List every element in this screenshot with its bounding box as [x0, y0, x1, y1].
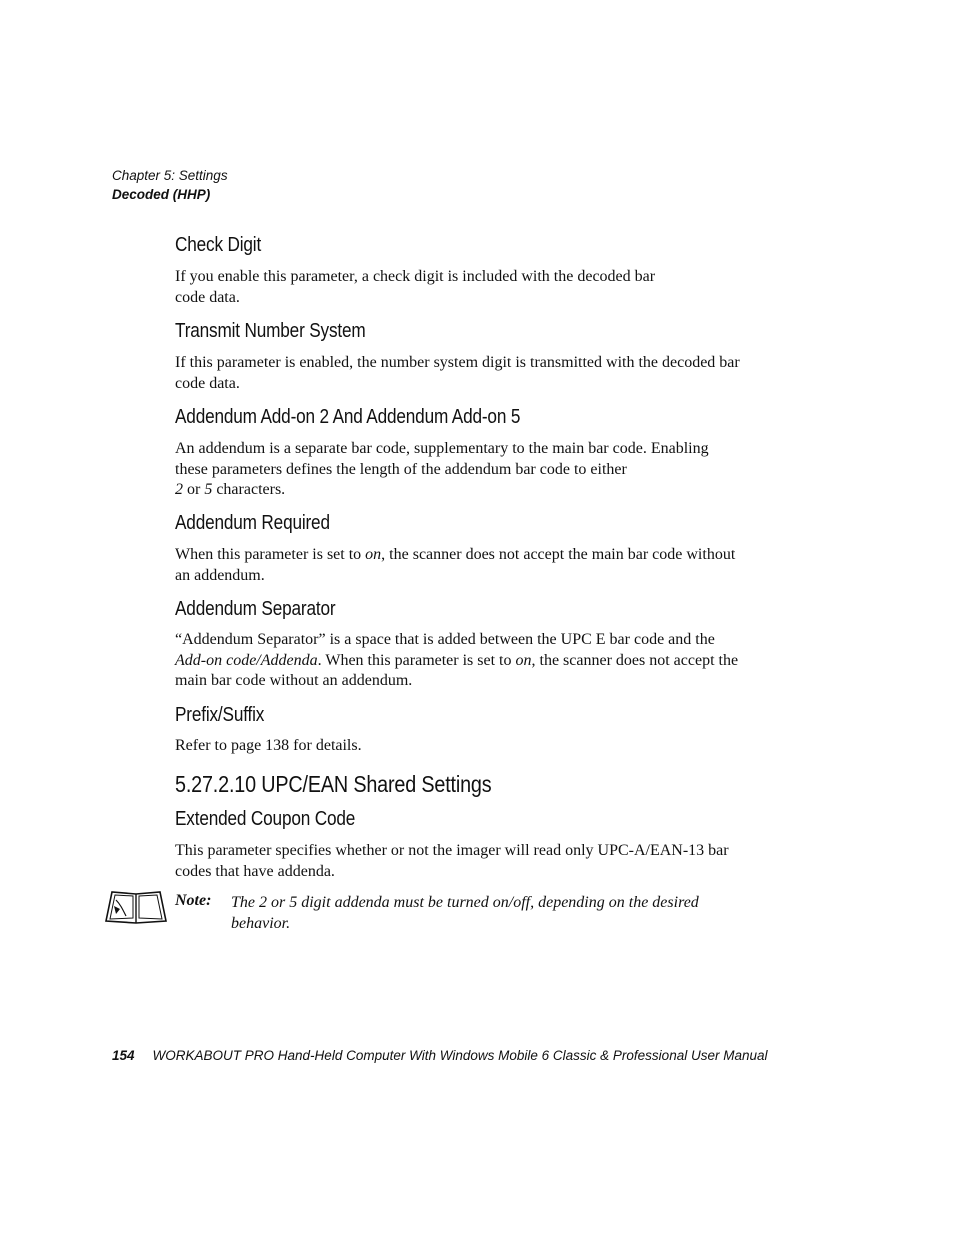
running-header-chapter: Chapter 5: Settings — [112, 168, 228, 183]
heading-addendum-required: Addendum Required — [175, 512, 330, 534]
paragraph-check-digit: If you enable this parameter, a check digit is included with the decoded bar code data. — [175, 268, 656, 306]
note-label: Note: — [175, 892, 212, 909]
open-book-icon — [104, 888, 168, 924]
paragraph-addendum-separator: “Addendum Separator” is a space that is added between the UPC E bar code and the Add-on code/Addenda. When this parameter is set to on, the scanner does not accept the main bar code without an addendum. — [175, 631, 739, 689]
heading-check-digit: Check Digit — [175, 234, 262, 256]
paragraph-transmit-number-system: If this parameter is enabled, the number system digit is transmitted with the decoded bar code data. — [175, 354, 740, 392]
manual-title: WORKABOUT PRO Hand-Held Computer With Windows Mobile 6 Classic & Professional User Manual — [152, 1048, 768, 1063]
page-number: 154 — [112, 1048, 135, 1063]
heading-extended-coupon-code: Extended Coupon Code — [175, 808, 356, 830]
paragraph-addendum-required: When this parameter is set to on, the scanner does not accept the main bar code without an addendum. — [175, 546, 736, 584]
paragraph-prefix-suffix: Refer to page 138 for details. — [175, 737, 362, 754]
heading-addendum-add-on: Addendum Add-on 2 And Addendum Add-on 5 — [175, 406, 521, 428]
note-text: The 2 or 5 digit addenda must be turned on/off, depending on the desired behavior. — [231, 894, 699, 932]
page-footer — [112, 1048, 768, 1063]
heading-prefix-suffix: Prefix/Suffix — [175, 704, 265, 726]
paragraph-addendum-add-on: An addendum is a separate bar code, supplementary to the main bar code. Enabling these parameters defines the length of the addendum bar code to either 2 or 5 characters. — [175, 440, 709, 498]
running-header-section: Decoded (HHP) — [112, 187, 211, 202]
heading-transmit-number-system: Transmit Number System — [175, 320, 366, 342]
heading-addendum-separator: Addendum Separator — [175, 598, 336, 620]
subsection-title: 5.27.2.10 UPC/EAN Shared Settings — [175, 771, 492, 797]
paragraph-extended-coupon-code: This parameter specifies whether or not the imager will read only UPC-A/EAN-13 bar codes that have addenda. — [175, 842, 729, 880]
